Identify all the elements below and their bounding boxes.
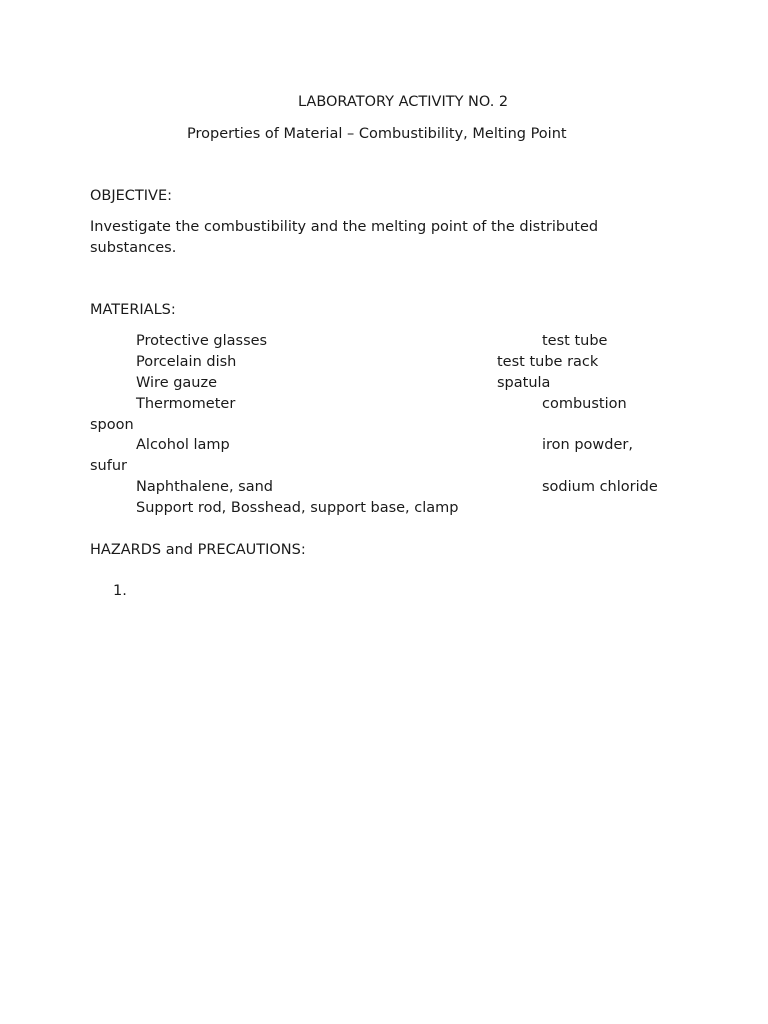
material-item: iron powder, (542, 437, 633, 453)
material-item: test tube (542, 333, 608, 349)
document-subtitle: Properties of Material – Combustibility, Melting Point (187, 126, 567, 142)
material-item: combustion (542, 396, 627, 412)
material-item: Thermometer (136, 396, 236, 412)
material-item: Alcohol lamp (136, 437, 230, 453)
material-item: Porcelain dish (136, 354, 237, 370)
material-item: Naphthalene, sand (136, 479, 273, 495)
materials-heading: MATERIALS: (90, 302, 176, 318)
hazards-heading: HAZARDS and PRECAUTIONS: (90, 542, 306, 558)
material-item: Support rod, Bosshead, support base, clamp (136, 500, 459, 516)
material-item: test tube rack (497, 354, 599, 370)
material-item: spatula (497, 375, 551, 391)
objective-heading: OBJECTIVE: (90, 188, 173, 204)
material-item: sodium chloride (542, 479, 658, 495)
material-item: Wire gauze (136, 375, 218, 391)
material-item: Protective glasses (136, 333, 268, 349)
material-item-wrap: spoon (90, 417, 134, 433)
material-item-wrap: sufur (90, 458, 128, 474)
objective-text-line2: substances. (90, 240, 177, 256)
objective-text-line1: Investigate the combustibility and the melting point of the distributed (90, 219, 599, 235)
hazards-list-marker: 1. (113, 583, 127, 599)
document-title: LABORATORY ACTIVITY NO. 2 (298, 94, 509, 110)
